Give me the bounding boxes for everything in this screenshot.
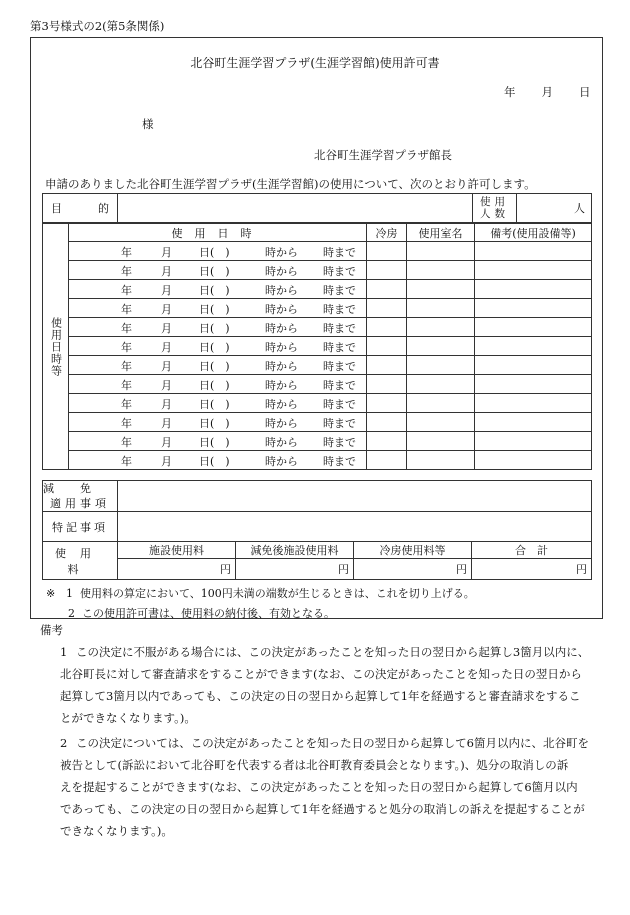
- fee-notes: [46, 584, 475, 624]
- fee-cooling-field[interactable]: [354, 559, 472, 580]
- remark-1-line-1: この決定に不服がある場合には、この決定があったことを知った日の翌日から起算し3箇月以内に、: [76, 645, 590, 659]
- usage-day-label: 日( ): [199, 436, 230, 449]
- usage-from-label: 時から: [265, 265, 298, 278]
- usage-from-label: 時から: [265, 417, 298, 430]
- usage-cooling-cell[interactable]: [367, 413, 407, 432]
- usage-room-cell[interactable]: [407, 394, 475, 413]
- fee-table: [42, 480, 592, 580]
- usage-row: [43, 299, 592, 318]
- usage-remarks-cell[interactable]: [475, 261, 592, 280]
- fee-note-1: [46, 584, 475, 604]
- usage-remarks-cell[interactable]: [475, 356, 592, 375]
- usage-cooling-cell[interactable]: [367, 337, 407, 356]
- usage-year-label: 年: [121, 303, 132, 316]
- usage-room-cell[interactable]: [407, 280, 475, 299]
- usage-to-label: 時まで: [323, 436, 356, 449]
- usage-datetime-cell[interactable]: [69, 432, 367, 451]
- usage-cooling-cell[interactable]: [367, 280, 407, 299]
- header-remarks: 備考(使用設備等): [475, 224, 592, 242]
- fee-note-2: [46, 604, 475, 624]
- usage-year-label: 年: [121, 398, 132, 411]
- usage-month-label: 月: [161, 341, 172, 354]
- fee-header-total: 合 計: [472, 542, 592, 559]
- fee-label: 使用料: [43, 542, 118, 580]
- headcount-field[interactable]: [517, 194, 592, 223]
- usage-room-cell[interactable]: [407, 432, 475, 451]
- remark-1-line-2: 北谷町長に対して審査請求をすることができます(なお、この決定があったことを知った日の翌日から: [60, 667, 582, 681]
- usage-year-label: 年: [121, 436, 132, 449]
- usage-cooling-cell[interactable]: [367, 394, 407, 413]
- usage-month-label: 月: [161, 360, 172, 373]
- note-1-text: 使用料の算定において、100円未満の端数が生じるときは、これを切り上げる。: [80, 587, 475, 600]
- usage-from-label: 時から: [265, 341, 298, 354]
- usage-cooling-cell[interactable]: [367, 242, 407, 261]
- note-2-text: この使用許可書は、使用料の納付後、有効となる。: [82, 607, 335, 620]
- usage-day-label: 日( ): [199, 455, 230, 468]
- usage-room-cell[interactable]: [407, 242, 475, 261]
- usage-remarks-cell[interactable]: [475, 394, 592, 413]
- usage-day-label: 日( ): [199, 322, 230, 335]
- usage-room-cell[interactable]: [407, 451, 475, 470]
- usage-datetime-cell[interactable]: [69, 451, 367, 470]
- header-usage-datetime: 使用日時: [69, 224, 367, 242]
- special-notes-label: 特記事項: [43, 512, 118, 542]
- usage-month-label: 月: [161, 398, 172, 411]
- usage-datetime-cell[interactable]: [69, 337, 367, 356]
- usage-from-label: 時から: [265, 360, 298, 373]
- usage-remarks-cell[interactable]: [475, 242, 592, 261]
- remark-1-line-4: とができなくなります。)。: [60, 711, 196, 725]
- usage-day-label: 日( ): [199, 246, 230, 259]
- usage-datetime-cell[interactable]: [69, 375, 367, 394]
- usage-day-label: 日( ): [199, 265, 230, 278]
- usage-datetime-cell[interactable]: [69, 356, 367, 375]
- usage-room-cell[interactable]: [407, 299, 475, 318]
- usage-to-label: 時まで: [323, 303, 356, 316]
- remark-2-line-5: できなくなります。)。: [60, 824, 173, 838]
- purpose-field[interactable]: [118, 194, 473, 223]
- usage-year-label: 年: [121, 265, 132, 278]
- usage-to-label: 時まで: [323, 341, 356, 354]
- headcount-unit: 人: [574, 202, 585, 215]
- exemption-label-line1: 減免: [43, 482, 117, 495]
- usage-day-label: 日( ): [199, 417, 230, 430]
- usage-month-label: 月: [161, 455, 172, 468]
- exemption-label: [43, 481, 118, 512]
- usage-cooling-cell[interactable]: [367, 375, 407, 394]
- usage-year-label: 年: [121, 341, 132, 354]
- intro-text: 申請のありました北谷町生涯学習プラザ(生涯学習館)の使用について、次のとおり許可します。: [45, 177, 536, 191]
- usage-remarks-cell[interactable]: [475, 451, 592, 470]
- usage-month-label: 月: [161, 436, 172, 449]
- usage-year-label: 年: [121, 379, 132, 392]
- usage-day-label: 日( ): [199, 360, 230, 373]
- usage-from-label: 時から: [265, 436, 298, 449]
- usage-room-cell[interactable]: [407, 375, 475, 394]
- usage-month-label: 月: [161, 379, 172, 392]
- header-cooling: 冷房: [367, 224, 407, 242]
- fee-facility-field[interactable]: [118, 559, 236, 580]
- usage-year-label: 年: [121, 322, 132, 335]
- usage-month-label: 月: [161, 246, 172, 259]
- remark-1-number: 1: [60, 645, 68, 659]
- fee-after-exemption-field[interactable]: [236, 559, 354, 580]
- usage-to-label: 時まで: [323, 417, 356, 430]
- usage-cooling-cell[interactable]: [367, 356, 407, 375]
- document-title: 北谷町生涯学習プラザ(生涯学習館)使用許可書: [190, 56, 440, 70]
- usage-to-label: 時まで: [323, 455, 356, 468]
- usage-from-label: 時から: [265, 455, 298, 468]
- usage-row: [43, 375, 592, 394]
- usage-from-label: 時から: [265, 246, 298, 259]
- usage-row: [43, 451, 592, 470]
- remark-2-line-1: この決定については、この決定があったことを知った日の翌日から起算して6箇月以内に、北谷町を: [76, 736, 589, 750]
- usage-from-label: 時から: [265, 398, 298, 411]
- usage-to-label: 時まで: [323, 379, 356, 392]
- usage-remarks-cell[interactable]: [475, 375, 592, 394]
- usage-datetime-cell[interactable]: [69, 242, 367, 261]
- usage-row: [43, 356, 592, 375]
- remark-2-continued: [60, 754, 585, 842]
- date-month-label: 月: [541, 85, 553, 99]
- usage-cooling-cell[interactable]: [367, 318, 407, 337]
- fee-header-cooling: 冷房使用料等: [354, 542, 472, 559]
- usage-from-label: 時から: [265, 379, 298, 392]
- recipient-suffix: 様: [142, 117, 154, 131]
- issue-date: [504, 84, 591, 100]
- purpose-table: [42, 193, 592, 223]
- form-number-caption: 第3号様式の2(第5条関係): [30, 19, 165, 33]
- usage-year-label: 年: [121, 455, 132, 468]
- usage-cooling-cell[interactable]: [367, 261, 407, 280]
- fee-total-field[interactable]: [472, 559, 592, 580]
- usage-from-label: 時から: [265, 303, 298, 316]
- purpose-label: 目的: [43, 194, 118, 223]
- usage-from-label: 時から: [265, 322, 298, 335]
- usage-remarks-cell[interactable]: [475, 337, 592, 356]
- header-room-name: 使用室名: [407, 224, 475, 242]
- usage-day-label: 日( ): [199, 379, 230, 392]
- usage-month-label: 月: [161, 265, 172, 278]
- usage-cooling-cell[interactable]: [367, 299, 407, 318]
- remark-1: [60, 641, 605, 663]
- date-day-label: 日: [579, 85, 591, 99]
- remark-2: [60, 732, 589, 754]
- usage-month-label: 月: [161, 303, 172, 316]
- usage-to-label: 時まで: [323, 398, 356, 411]
- usage-to-label: 時まで: [323, 265, 356, 278]
- usage-row: [43, 318, 592, 337]
- fee-total-unit: 円: [576, 563, 587, 576]
- usage-day-label: 日( ): [199, 341, 230, 354]
- fee-facility-unit: 円: [220, 563, 231, 576]
- usage-side-label: 使用日時等: [43, 224, 69, 470]
- note-1-number: 1: [66, 587, 73, 600]
- usage-to-label: 時まで: [323, 360, 356, 373]
- headcount-label: 使用人数: [473, 194, 517, 223]
- usage-row: [43, 413, 592, 432]
- remark-1-continued: [60, 663, 582, 729]
- remark-2-line-4: であっても、この決定の日の翌日から起算して1年を経過すると処分の取消しの訴えを提起することが: [60, 802, 585, 816]
- usage-remarks-cell[interactable]: [475, 280, 592, 299]
- usage-row: [43, 394, 592, 413]
- usage-remarks-cell[interactable]: [475, 413, 592, 432]
- remarks-heading: 備考: [40, 623, 63, 637]
- note-2-number: 2: [68, 607, 75, 620]
- usage-cooling-cell[interactable]: [367, 432, 407, 451]
- usage-row: [43, 242, 592, 261]
- special-notes-field[interactable]: [118, 512, 592, 542]
- note-mark: ※: [46, 587, 56, 600]
- usage-datetime-cell[interactable]: [69, 413, 367, 432]
- fee-after-exemption-unit: 円: [338, 563, 349, 576]
- usage-room-cell[interactable]: [407, 413, 475, 432]
- usage-year-label: 年: [121, 417, 132, 430]
- usage-month-label: 月: [161, 322, 172, 335]
- usage-row: [43, 280, 592, 299]
- usage-room-cell[interactable]: [407, 261, 475, 280]
- usage-datetime-cell[interactable]: [69, 318, 367, 337]
- usage-month-label: 月: [161, 417, 172, 430]
- remark-2-line-3: えを提起することができます(なお、この決定があったことを知った日の翌日から起算して6箇月以内: [60, 780, 578, 794]
- usage-room-cell[interactable]: [407, 337, 475, 356]
- usage-row: [43, 432, 592, 451]
- usage-room-cell[interactable]: [407, 318, 475, 337]
- usage-room-cell[interactable]: [407, 356, 475, 375]
- usage-datetime-cell[interactable]: [69, 261, 367, 280]
- date-year-label: 年: [504, 85, 516, 99]
- usage-remarks-cell[interactable]: [475, 432, 592, 451]
- remark-2-number: 2: [60, 736, 68, 750]
- usage-datetime-cell[interactable]: [69, 394, 367, 413]
- usage-remarks-cell[interactable]: [475, 318, 592, 337]
- usage-year-label: 年: [121, 284, 132, 297]
- fee-header-facility: 施設使用料: [118, 542, 236, 559]
- usage-year-label: 年: [121, 246, 132, 259]
- fee-header-after-exemption: 減免後施設使用料: [236, 542, 354, 559]
- usage-datetime-cell[interactable]: [69, 280, 367, 299]
- fee-cooling-unit: 円: [456, 563, 467, 576]
- usage-day-label: 日( ): [199, 284, 230, 297]
- usage-day-label: 日( ): [199, 398, 230, 411]
- usage-to-label: 時まで: [323, 322, 356, 335]
- usage-from-label: 時から: [265, 284, 298, 297]
- usage-datetime-cell[interactable]: [69, 299, 367, 318]
- usage-remarks-cell[interactable]: [475, 299, 592, 318]
- usage-month-label: 月: [161, 284, 172, 297]
- usage-year-label: 年: [121, 360, 132, 373]
- usage-schedule-table: [42, 223, 592, 470]
- usage-to-label: 時まで: [323, 246, 356, 259]
- issuer-name: 北谷町生涯学習プラザ館長: [314, 148, 452, 162]
- usage-day-label: 日( ): [199, 303, 230, 316]
- remark-2-line-2: 被告として(訴訟において北谷町を代表する者は北谷町教育委員会となります。)、処分の取消しの訴: [60, 758, 569, 772]
- exemption-label-line2: 適用事項: [50, 497, 110, 510]
- usage-to-label: 時まで: [323, 284, 356, 297]
- remark-1-line-3: 起算して3箇月以内であっても、この決定の日の翌日から起算して1年を経過すると審査請求をするこ: [60, 689, 581, 703]
- exemption-field[interactable]: [118, 481, 592, 512]
- usage-cooling-cell[interactable]: [367, 451, 407, 470]
- usage-row: [43, 337, 592, 356]
- usage-row: [43, 261, 592, 280]
